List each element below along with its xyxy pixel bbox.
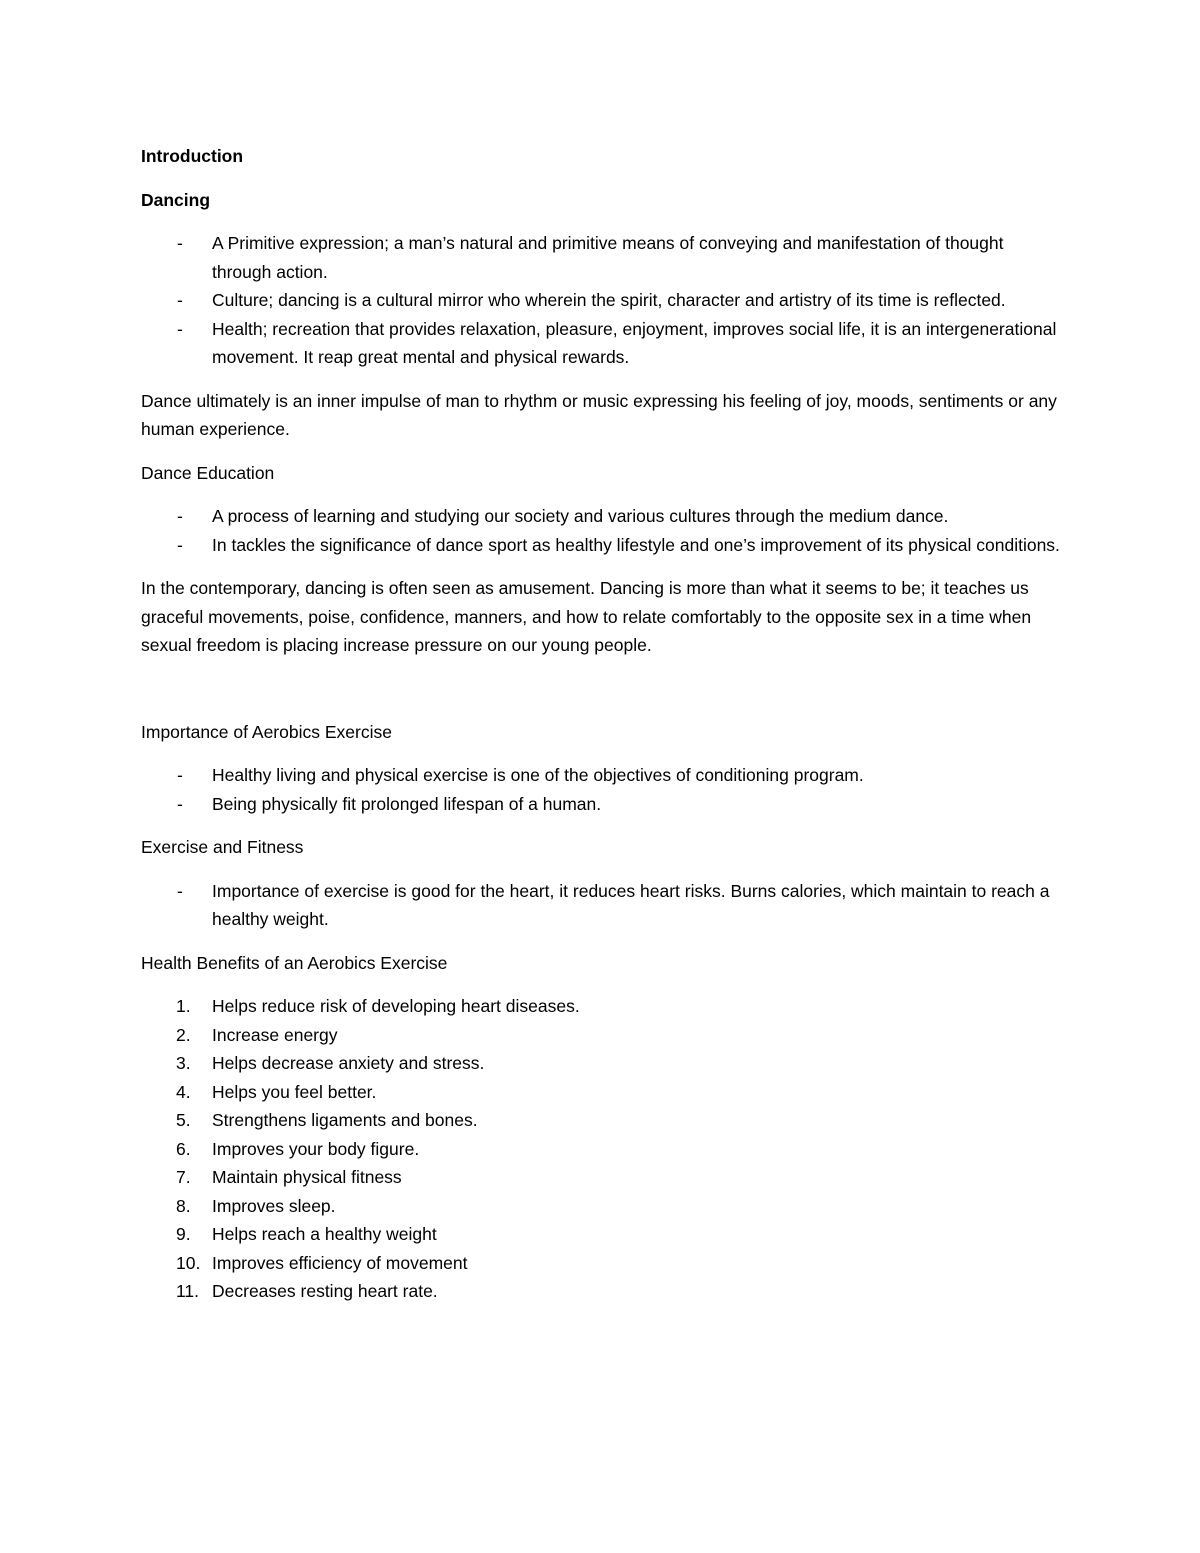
list-number: 9. xyxy=(176,1224,191,1244)
dance-education-summary-paragraph: In the contemporary, dancing is often seen as amusement. Dancing is more than what it seems to be; it teaches us graceful movements, poise, confidence, manners, and how to relate comfortably to the opposite sex in a time when sexual freedom is placing increase pressure on our young people. xyxy=(141,578,1032,655)
list-item-text: Decreases resting heart rate. xyxy=(212,1281,438,1301)
list-item-text: Strengthens ligaments and bones. xyxy=(212,1110,478,1130)
dance-education-list xyxy=(141,502,1061,559)
list-number: 1. xyxy=(176,996,191,1016)
list-number: 3. xyxy=(176,1053,191,1073)
list-item xyxy=(141,1106,1061,1135)
health-benefits-list xyxy=(141,992,1061,1306)
list-item-text: In tackles the significance of dance sport as healthy lifestyle and one’s improvement of its physical conditions. xyxy=(212,534,1060,555)
dancing-list xyxy=(141,229,1061,372)
list-item-text: Health; recreation that provides relaxation, pleasure, enjoyment, improves social life, it is an intergenerational movement. It reap great mental and physical rewards. xyxy=(212,318,1057,367)
list-item-text: Improves efficiency of movement xyxy=(212,1252,468,1273)
list-item-text: A Primitive expression; a man’s natural and primitive means of conveying and manifestation of thought through action. xyxy=(212,233,1004,282)
exercise-fitness-heading: Exercise and Fitness xyxy=(141,837,304,857)
list-number: 5. xyxy=(176,1110,191,1130)
list-item xyxy=(141,1220,1061,1249)
dance-summary-paragraph: Dance ultimately is an inner impulse of man to rhythm or music expressing his feeling of joy, moods, sentiments or any human experience. xyxy=(141,390,1057,439)
list-number: 11. xyxy=(176,1281,200,1301)
exercise-fitness-list xyxy=(141,877,1061,934)
dash-marker: - xyxy=(177,793,183,814)
list-number: 2. xyxy=(176,1024,191,1045)
list-item-text: Improves sleep. xyxy=(212,1195,336,1216)
list-item-text: Maintain physical fitness xyxy=(212,1167,402,1187)
dance-education-heading: Dance Education xyxy=(141,462,275,483)
list-item-text: Increase energy xyxy=(212,1024,338,1045)
list-item-text: Being physically fit prolonged lifespan of a human. xyxy=(212,793,602,814)
list-item-text: Helps reduce risk of developing heart diseases. xyxy=(212,996,580,1016)
list-item xyxy=(141,502,1061,531)
aerobics-importance-heading: Importance of Aerobics Exercise xyxy=(141,721,392,742)
list-item xyxy=(141,229,1061,286)
aerobics-importance-list xyxy=(141,761,1061,818)
document-page xyxy=(141,142,1061,1321)
list-number: 8. xyxy=(176,1195,191,1216)
list-item xyxy=(141,790,1061,819)
list-item-text: Improves your body figure. xyxy=(212,1138,420,1159)
list-item xyxy=(141,1021,1061,1050)
dash-marker: - xyxy=(177,318,183,339)
list-item xyxy=(141,761,1061,790)
list-item-text: Healthy living and physical exercise is one of the objectives of conditioning program. xyxy=(212,765,864,785)
section-spacer xyxy=(141,675,1061,718)
list-item xyxy=(141,1049,1061,1078)
list-item-text: Importance of exercise is good for the heart, it reduces heart risks. Burns calories, which maintain to reach a healthy weight. xyxy=(212,880,1050,929)
dash-marker: - xyxy=(177,765,183,785)
introduction-heading: Introduction xyxy=(141,146,244,166)
health-benefits-heading: Health Benefits of an Aerobics Exercise xyxy=(141,952,448,973)
dash-marker: - xyxy=(177,506,183,526)
dash-marker: - xyxy=(177,233,183,253)
list-number: 6. xyxy=(176,1138,191,1159)
list-item xyxy=(141,1192,1061,1221)
list-item xyxy=(141,286,1061,315)
list-item-text: Helps you feel better. xyxy=(212,1081,377,1102)
list-item-text: Culture; dancing is a cultural mirror who wherein the spirit, character and artistry of its time is reflected. xyxy=(212,290,1006,310)
list-item xyxy=(141,1135,1061,1164)
list-item xyxy=(141,1249,1061,1278)
list-item-text: Helps decrease anxiety and stress. xyxy=(212,1053,485,1073)
list-item-text: Helps reach a healthy weight xyxy=(212,1224,437,1244)
list-item xyxy=(141,877,1061,934)
list-item-text: A process of learning and studying our society and various cultures through the medium dance. xyxy=(212,506,949,526)
list-number: 4. xyxy=(176,1081,191,1102)
dash-marker: - xyxy=(177,880,183,901)
dash-marker: - xyxy=(177,290,183,310)
dash-marker: - xyxy=(177,534,183,555)
list-number: 7. xyxy=(176,1167,191,1187)
list-item xyxy=(141,992,1061,1021)
list-number: 10. xyxy=(176,1252,201,1273)
list-item xyxy=(141,531,1061,560)
list-item xyxy=(141,1163,1061,1192)
list-item xyxy=(141,315,1061,372)
list-item xyxy=(141,1078,1061,1107)
list-item xyxy=(141,1277,1061,1306)
dancing-heading: Dancing xyxy=(141,189,211,210)
